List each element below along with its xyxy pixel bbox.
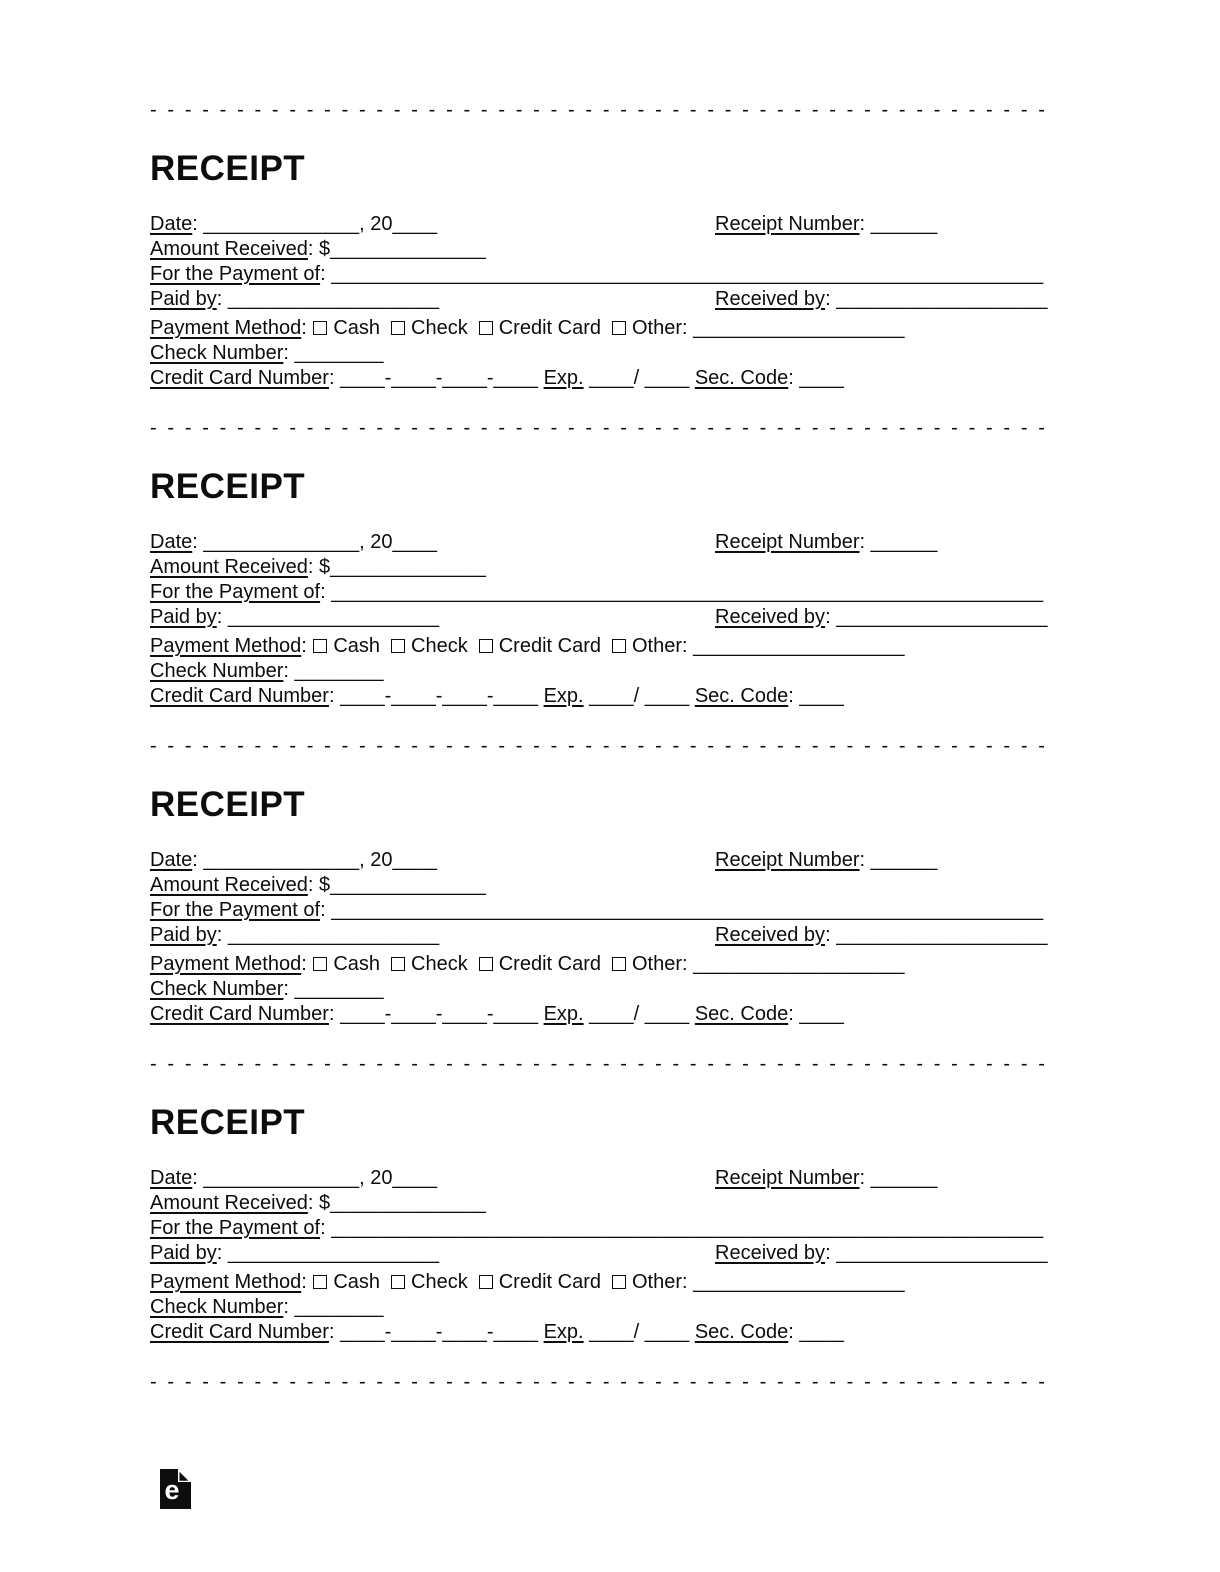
date-blank-line[interactable]: ______________ <box>203 849 360 871</box>
payment-for-row <box>150 898 1062 923</box>
check-number-blank-line[interactable]: ________ <box>294 978 384 1000</box>
payment-method-colon: : <box>301 635 313 657</box>
check-number-blank-line[interactable]: ________ <box>294 1296 384 1318</box>
date-label: Date <box>150 531 193 553</box>
receipt-number-blank-line[interactable]: ______ <box>870 531 938 553</box>
amount-colon-dollar: : $ <box>307 1192 331 1214</box>
paid-by-label: Paid by <box>150 1242 217 1264</box>
date-colon: : <box>192 213 204 235</box>
receipt-section <box>150 1054 1062 1372</box>
receipt-number-label: Receipt Number <box>715 1167 860 1189</box>
payment-for-label: For the Payment of <box>150 263 321 285</box>
cash-option-label: Cash <box>333 635 381 657</box>
check-checkbox[interactable] <box>391 1275 405 1289</box>
receipt-title: RECEIPT <box>150 785 306 824</box>
payment-for-blank-line[interactable]: ________________________________________________________________ <box>331 899 1044 921</box>
payment-for-blank-line[interactable]: ________________________________________________________________ <box>331 1217 1044 1239</box>
other-blank-line[interactable]: ___________________ <box>693 635 905 657</box>
receipt-number-blank-line[interactable]: ______ <box>870 213 938 235</box>
payment-for-row <box>150 1216 1062 1241</box>
payment-for-label: For the Payment of <box>150 581 321 603</box>
eforms-logo <box>158 1468 192 1515</box>
received-by-colon: : <box>825 288 837 310</box>
check-number-row <box>150 1295 1062 1320</box>
check-number-label: Check Number <box>150 978 284 1000</box>
sec-code-label: Sec. Code <box>694 1003 789 1025</box>
payment-for-label: For the Payment of <box>150 899 321 921</box>
check-number-label: Check Number <box>150 1296 284 1318</box>
other-option-label: Other: <box>632 953 694 975</box>
payment-method-row <box>150 952 1062 977</box>
check-number-row <box>150 659 1062 684</box>
date-colon: : <box>192 1167 204 1189</box>
credit-card-checkbox[interactable] <box>479 639 493 653</box>
amount-received-label: Amount Received <box>150 556 308 578</box>
received-by-blank-line[interactable]: ___________________ <box>836 1242 1048 1264</box>
date-year-blank-line[interactable]: ____ <box>392 213 437 235</box>
sec-code-blank-line[interactable]: : ____ <box>788 1321 844 1343</box>
payment-for-row <box>150 262 1062 287</box>
paid-by-label: Paid by <box>150 606 217 628</box>
cash-checkbox[interactable] <box>313 957 327 971</box>
check-option-label: Check <box>411 953 468 975</box>
received-by-label: Received by <box>715 924 826 946</box>
cash-option-label: Cash <box>333 1271 381 1293</box>
receipt-title: RECEIPT <box>150 1103 306 1142</box>
payment-method-colon: : <box>301 317 313 339</box>
paid-by-label: Paid by <box>150 924 217 946</box>
date-year-blank-line[interactable]: ____ <box>392 531 437 553</box>
received-by-group <box>715 605 1048 630</box>
date-year-blank-line[interactable]: ____ <box>392 1167 437 1189</box>
received-by-label: Received by <box>715 288 826 310</box>
cash-option-label: Cash <box>333 317 381 339</box>
cash-checkbox[interactable] <box>313 321 327 335</box>
logo-letter: e <box>164 1475 180 1505</box>
dashed-cut-line: - - - - - - - - - - - - - - - - - - - - - - - - - - - - - - - - - - - - - - - - - - - - - - - - - - - - <box>150 100 1048 120</box>
amount-blank-line[interactable]: ______________ <box>330 874 486 896</box>
receipt-number-group <box>715 848 937 873</box>
amount-colon-dollar: : $ <box>307 874 331 896</box>
received-by-label: Received by <box>715 606 826 628</box>
receipt-number-colon: : <box>859 213 871 235</box>
payment-for-colon: : <box>320 899 332 921</box>
receipt-number-colon: : <box>859 531 871 553</box>
received-by-blank-line[interactable]: ___________________ <box>836 606 1048 628</box>
payment-method-label: Payment Method <box>150 317 302 339</box>
dashed-cut-line: - - - - - - - - - - - - - - - - - - - - - - - - - - - - - - - - - - - - - - - - - - - - - - - - - - - - <box>150 736 1048 756</box>
credit-card-colon: : <box>328 367 341 389</box>
other-checkbox[interactable] <box>612 639 626 653</box>
sec-code-label: Sec. Code <box>694 367 789 389</box>
paid-by-colon: : <box>216 288 228 310</box>
other-option-label: Other: <box>632 1271 694 1293</box>
receipt-section <box>150 736 1062 1054</box>
amount-blank-line[interactable]: ______________ <box>330 556 486 578</box>
received-by-group <box>715 923 1048 948</box>
check-checkbox[interactable] <box>391 957 405 971</box>
receipt-number-label: Receipt Number <box>715 213 860 235</box>
check-number-colon: : <box>283 1296 295 1318</box>
payment-for-colon: : <box>320 581 332 603</box>
receipt-number-group <box>715 1166 937 1191</box>
received-by-group <box>715 1241 1048 1266</box>
date-blank-line[interactable]: ______________ <box>203 213 360 235</box>
payment-method-row <box>150 634 1062 659</box>
paid-by-colon: : <box>216 924 228 946</box>
receipt-section <box>150 418 1062 736</box>
credit-card-number-blank-line[interactable]: ____-____-____-____ <box>340 1003 544 1025</box>
date-row <box>150 530 1062 555</box>
received-by-label: Received by <box>715 1242 826 1264</box>
date-year-prefix: , 20 <box>359 531 393 553</box>
credit-card-checkbox[interactable] <box>479 1275 493 1289</box>
received-by-colon: : <box>825 1242 837 1264</box>
payment-for-row <box>150 580 1062 605</box>
other-option-label: Other: <box>632 317 694 339</box>
date-row <box>150 848 1062 873</box>
other-option-label: Other: <box>632 635 694 657</box>
receipt-number-label: Receipt Number <box>715 849 860 871</box>
credit-card-option-label: Credit Card <box>498 953 601 975</box>
received-by-blank-line[interactable]: ___________________ <box>836 288 1048 310</box>
cash-checkbox[interactable] <box>313 639 327 653</box>
receipt-fields <box>150 530 1062 709</box>
exp-blank-lines[interactable]: ____/ ____ <box>583 1003 695 1025</box>
payment-for-blank-line[interactable]: ________________________________________________________________ <box>331 263 1044 285</box>
payment-method-label: Payment Method <box>150 1271 302 1293</box>
receipt-title: RECEIPT <box>150 149 306 188</box>
receipt-number-blank-line[interactable]: ______ <box>870 849 938 871</box>
amount-received-label: Amount Received <box>150 238 308 260</box>
receipt-number-blank-line[interactable]: ______ <box>870 1167 938 1189</box>
dashed-cut-line: - - - - - - - - - - - - - - - - - - - - - - - - - - - - - - - - - - - - - - - - - - - - - - - - - - - - <box>150 418 1048 438</box>
sec-code-label: Sec. Code <box>694 1321 789 1343</box>
paid-by-blank-line[interactable]: ___________________ <box>227 288 440 310</box>
date-label: Date <box>150 1167 193 1189</box>
check-number-row <box>150 977 1062 1002</box>
credit-card-colon: : <box>328 685 341 707</box>
other-blank-line[interactable]: ___________________ <box>693 953 905 975</box>
exp-label: Exp. <box>543 1321 584 1343</box>
date-year-blank-line[interactable]: ____ <box>392 849 437 871</box>
sec-code-blank-line[interactable]: : ____ <box>788 1003 844 1025</box>
credit-card-checkbox[interactable] <box>479 957 493 971</box>
receipt-fields <box>150 848 1062 1027</box>
credit-card-row <box>150 1002 1062 1027</box>
payment-for-colon: : <box>320 1217 332 1239</box>
amount-received-label: Amount Received <box>150 1192 308 1214</box>
receipt-number-colon: : <box>859 1167 871 1189</box>
paid-by-row <box>150 287 1062 312</box>
credit-card-checkbox[interactable] <box>479 321 493 335</box>
amount-received-row <box>150 237 1062 262</box>
cash-option-label: Cash <box>333 953 381 975</box>
receipt-number-group <box>715 212 937 237</box>
check-option-label: Check <box>411 1271 468 1293</box>
credit-card-number-label: Credit Card Number <box>150 1321 329 1343</box>
check-number-row <box>150 341 1062 366</box>
date-row <box>150 212 1062 237</box>
credit-card-colon: : <box>328 1003 341 1025</box>
received-by-blank-line[interactable]: ___________________ <box>836 924 1048 946</box>
date-label: Date <box>150 213 193 235</box>
paid-by-blank-line[interactable]: ___________________ <box>227 606 440 628</box>
paid-by-row <box>150 923 1062 948</box>
check-number-blank-line[interactable]: ________ <box>294 342 384 364</box>
credit-card-colon: : <box>328 1321 341 1343</box>
credit-card-row <box>150 684 1062 709</box>
credit-card-number-blank-line[interactable]: ____-____-____-____ <box>340 685 544 707</box>
credit-card-option-label: Credit Card <box>498 635 601 657</box>
check-option-label: Check <box>411 635 468 657</box>
dashed-cut-line-final: - - - - - - - - - - - - - - - - - - - - - - - - - - - - - - - - - - - - - - - - - - - - - - - - - - - - <box>150 1372 1048 1392</box>
receipt-section <box>150 100 1062 418</box>
received-by-group <box>715 287 1048 312</box>
paid-by-blank-line[interactable]: ___________________ <box>227 924 440 946</box>
receipt-number-colon: : <box>859 849 871 871</box>
paid-by-row <box>150 605 1062 630</box>
check-number-colon: : <box>283 978 295 1000</box>
credit-card-row <box>150 366 1062 391</box>
receipt-fields <box>150 212 1062 391</box>
check-option-label: Check <box>411 317 468 339</box>
sec-code-label: Sec. Code <box>694 685 789 707</box>
exp-blank-lines[interactable]: ____/ ____ <box>583 1321 695 1343</box>
amount-colon-dollar: : $ <box>307 238 331 260</box>
credit-card-option-label: Credit Card <box>498 317 601 339</box>
paid-by-blank-line[interactable]: ___________________ <box>227 1242 440 1264</box>
exp-blank-lines[interactable]: ____/ ____ <box>583 685 695 707</box>
credit-card-number-blank-line[interactable]: ____-____-____-____ <box>340 367 544 389</box>
check-number-blank-line[interactable]: ________ <box>294 660 384 682</box>
check-checkbox[interactable] <box>391 639 405 653</box>
date-colon: : <box>192 531 204 553</box>
payment-for-label: For the Payment of <box>150 1217 321 1239</box>
credit-card-option-label: Credit Card <box>498 1271 601 1293</box>
amount-received-label: Amount Received <box>150 874 308 896</box>
date-blank-line[interactable]: ______________ <box>203 1167 360 1189</box>
paid-by-row <box>150 1241 1062 1266</box>
check-checkbox[interactable] <box>391 321 405 335</box>
payment-method-colon: : <box>301 1271 313 1293</box>
payment-method-label: Payment Method <box>150 953 302 975</box>
other-checkbox[interactable] <box>612 321 626 335</box>
credit-card-number-label: Credit Card Number <box>150 1003 329 1025</box>
dashed-cut-line: - - - - - - - - - - - - - - - - - - - - - - - - - - - - - - - - - - - - - - - - - - - - - - - - - - - - <box>150 1054 1048 1074</box>
date-colon: : <box>192 849 204 871</box>
other-checkbox[interactable] <box>612 1275 626 1289</box>
payment-method-colon: : <box>301 953 313 975</box>
check-number-label: Check Number <box>150 660 284 682</box>
paid-by-colon: : <box>216 606 228 628</box>
exp-blank-lines[interactable]: ____/ ____ <box>583 367 695 389</box>
received-by-colon: : <box>825 924 837 946</box>
payment-for-colon: : <box>320 263 332 285</box>
other-checkbox[interactable] <box>612 957 626 971</box>
credit-card-row <box>150 1320 1062 1345</box>
receipt-title: RECEIPT <box>150 467 306 506</box>
check-number-colon: : <box>283 342 295 364</box>
amount-blank-line[interactable]: ______________ <box>330 1192 486 1214</box>
receipt-number-group <box>715 530 937 555</box>
page-footer <box>158 1468 1062 1515</box>
other-blank-line[interactable]: ___________________ <box>693 1271 905 1293</box>
credit-card-number-label: Credit Card Number <box>150 367 329 389</box>
exp-label: Exp. <box>543 685 584 707</box>
check-number-label: Check Number <box>150 342 284 364</box>
other-blank-line[interactable]: ___________________ <box>693 317 905 339</box>
date-label: Date <box>150 849 193 871</box>
sec-code-blank-line[interactable]: : ____ <box>788 367 844 389</box>
amount-received-row <box>150 555 1062 580</box>
payment-method-label: Payment Method <box>150 635 302 657</box>
date-year-prefix: , 20 <box>359 213 393 235</box>
receipt-number-label: Receipt Number <box>715 531 860 553</box>
sec-code-blank-line[interactable]: : ____ <box>788 685 844 707</box>
credit-card-number-blank-line[interactable]: ____-____-____-____ <box>340 1321 544 1343</box>
payment-method-row <box>150 316 1062 341</box>
amount-colon-dollar: : $ <box>307 556 331 578</box>
amount-received-row <box>150 1191 1062 1216</box>
payment-for-blank-line[interactable]: ________________________________________________________________ <box>331 581 1044 603</box>
date-blank-line[interactable]: ______________ <box>203 531 360 553</box>
exp-label: Exp. <box>543 367 584 389</box>
credit-card-number-label: Credit Card Number <box>150 685 329 707</box>
date-row <box>150 1166 1062 1191</box>
receipt-sections-container <box>150 100 1062 1372</box>
amount-blank-line[interactable]: ______________ <box>330 238 486 260</box>
paid-by-colon: : <box>216 1242 228 1264</box>
paid-by-label: Paid by <box>150 288 217 310</box>
received-by-colon: : <box>825 606 837 628</box>
cash-checkbox[interactable] <box>313 1275 327 1289</box>
date-year-prefix: , 20 <box>359 849 393 871</box>
date-year-prefix: , 20 <box>359 1167 393 1189</box>
exp-label: Exp. <box>543 1003 584 1025</box>
amount-received-row <box>150 873 1062 898</box>
payment-method-row <box>150 1270 1062 1295</box>
receipt-fields <box>150 1166 1062 1345</box>
check-number-colon: : <box>283 660 295 682</box>
